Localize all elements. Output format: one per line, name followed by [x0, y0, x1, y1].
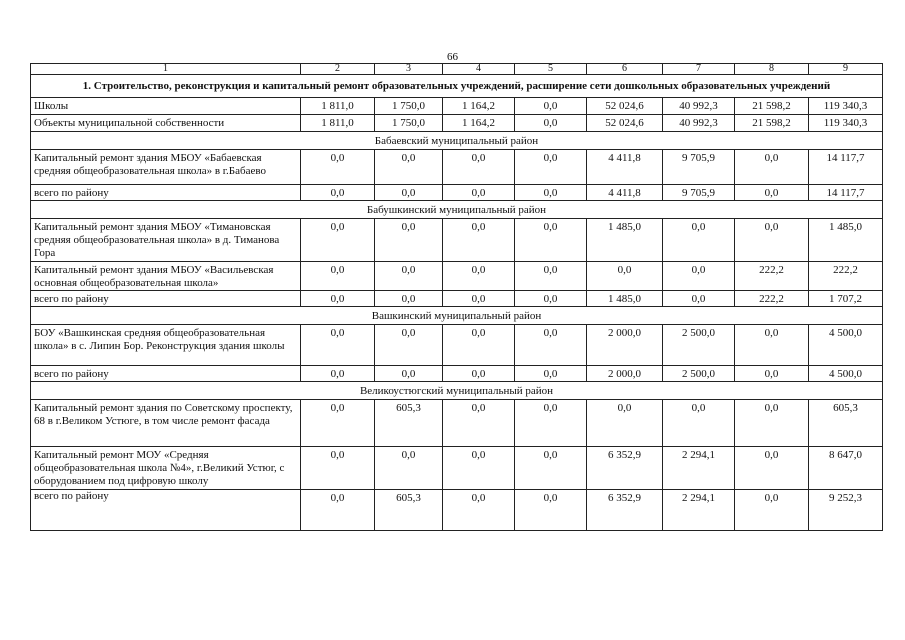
value-cell: 0,0 [301, 262, 375, 291]
value-cell: 1 811,0 [301, 98, 375, 115]
row-name-cell: Школы [31, 98, 301, 115]
value-cell: 0,0 [443, 325, 515, 366]
value-cell: 222,2 [735, 291, 809, 307]
table-row [31, 219, 883, 262]
table-row [31, 400, 883, 447]
column-header: 9 [809, 64, 883, 75]
value-cell: 9 705,9 [663, 150, 735, 185]
value-cell: 1 750,0 [375, 98, 443, 115]
table-row [31, 98, 883, 115]
district-row [31, 201, 883, 219]
value-cell: 9 705,9 [663, 185, 735, 201]
column-header: 2 [301, 64, 375, 75]
value-cell: 0,0 [443, 366, 515, 382]
value-cell: 0,0 [587, 400, 663, 447]
value-cell: 0,0 [443, 447, 515, 490]
district-title: Бабаевский муниципальный район [31, 132, 883, 150]
value-cell: 0,0 [375, 291, 443, 307]
value-cell: 0,0 [735, 447, 809, 490]
value-cell: 1 485,0 [587, 219, 663, 262]
value-cell: 0,0 [301, 219, 375, 262]
value-cell: 0,0 [515, 366, 587, 382]
value-cell: 0,0 [301, 150, 375, 185]
value-cell: 1 164,2 [443, 98, 515, 115]
value-cell: 0,0 [735, 366, 809, 382]
value-cell: 2 294,1 [663, 447, 735, 490]
value-cell: 222,2 [809, 262, 883, 291]
value-cell: 0,0 [515, 150, 587, 185]
value-cell: 119 340,3 [809, 115, 883, 132]
value-cell: 0,0 [375, 150, 443, 185]
value-cell: 0,0 [375, 447, 443, 490]
column-header: 5 [515, 64, 587, 75]
district-row [31, 132, 883, 150]
value-cell: 52 024,6 [587, 98, 663, 115]
row-name-cell: всего по району [31, 291, 301, 307]
value-cell: 0,0 [587, 262, 663, 291]
table-row [31, 262, 883, 291]
value-cell: 0,0 [301, 366, 375, 382]
column-header: 6 [587, 64, 663, 75]
value-cell: 0,0 [515, 325, 587, 366]
value-cell: 2 000,0 [587, 325, 663, 366]
value-cell: 6 352,9 [587, 490, 663, 531]
value-cell: 1 750,0 [375, 115, 443, 132]
value-cell: 0,0 [375, 219, 443, 262]
district-title: Бабушкинский муниципальный район [31, 201, 883, 219]
row-name-cell: Капитальный ремонт МОУ «Средняя общеобразовательная школа №4», г.Великий Устюг, с оборудованием под цифровую школу [31, 447, 301, 490]
value-cell: 119 340,3 [809, 98, 883, 115]
value-cell: 4 411,8 [587, 185, 663, 201]
value-cell: 4 500,0 [809, 325, 883, 366]
value-cell: 52 024,6 [587, 115, 663, 132]
table-row [31, 185, 883, 201]
column-header: 1 [31, 64, 301, 75]
column-numbers-row [31, 64, 883, 75]
column-header: 8 [735, 64, 809, 75]
value-cell: 40 992,3 [663, 115, 735, 132]
value-cell: 6 352,9 [587, 447, 663, 490]
value-cell: 0,0 [515, 98, 587, 115]
row-name-cell: Капитальный ремонт здания по Советскому проспекту, 68 в г.Великом Устюге, в том числе ремонт фасада [31, 400, 301, 447]
value-cell: 0,0 [443, 291, 515, 307]
value-cell: 605,3 [375, 490, 443, 531]
value-cell: 0,0 [301, 291, 375, 307]
value-cell: 0,0 [443, 219, 515, 262]
value-cell: 0,0 [515, 490, 587, 531]
row-name-cell: всего по району [31, 185, 301, 201]
district-title: Великоустюгский муниципальный район [31, 382, 883, 400]
value-cell: 0,0 [375, 185, 443, 201]
value-cell: 9 252,3 [809, 490, 883, 531]
row-name-cell: Объекты муниципальной собственности [31, 115, 301, 132]
table-row [31, 490, 883, 531]
value-cell: 0,0 [443, 262, 515, 291]
value-cell: 0,0 [735, 400, 809, 447]
value-cell: 14 117,7 [809, 185, 883, 201]
value-cell: 0,0 [515, 447, 587, 490]
column-header: 4 [443, 64, 515, 75]
row-name-cell: всего по району [31, 366, 301, 382]
value-cell: 0,0 [375, 366, 443, 382]
value-cell: 605,3 [809, 400, 883, 447]
value-cell: 0,0 [301, 325, 375, 366]
row-name-cell: всего по району [31, 490, 301, 531]
value-cell: 2 500,0 [663, 325, 735, 366]
value-cell: 4 411,8 [587, 150, 663, 185]
value-cell: 0,0 [735, 219, 809, 262]
column-header: 3 [375, 64, 443, 75]
value-cell: 1 707,2 [809, 291, 883, 307]
value-cell: 0,0 [375, 325, 443, 366]
table-row [31, 115, 883, 132]
section-title: 1. Строительство, реконструкция и капитальный ремонт образовательных учреждений, расширение сети дошкольных образовательных учреждений [31, 75, 883, 98]
table-row [31, 325, 883, 366]
value-cell: 1 811,0 [301, 115, 375, 132]
value-cell: 40 992,3 [663, 98, 735, 115]
value-cell: 1 164,2 [443, 115, 515, 132]
value-cell: 0,0 [735, 490, 809, 531]
table-row [31, 447, 883, 490]
value-cell: 0,0 [515, 291, 587, 307]
row-name-cell: Капитальный ремонт здания МБОУ «Васильевская основная общеобразовательная школа» [31, 262, 301, 291]
value-cell: 4 500,0 [809, 366, 883, 382]
value-cell: 0,0 [735, 150, 809, 185]
value-cell: 0,0 [663, 291, 735, 307]
value-cell: 0,0 [443, 185, 515, 201]
value-cell: 0,0 [735, 325, 809, 366]
value-cell: 0,0 [301, 185, 375, 201]
value-cell: 0,0 [301, 400, 375, 447]
row-name-cell: Капитальный ремонт здания МБОУ «Бабаевская средняя общеобразовательная школа» в г.Бабаево [31, 150, 301, 185]
value-cell: 605,3 [375, 400, 443, 447]
value-cell: 1 485,0 [809, 219, 883, 262]
value-cell: 2 500,0 [663, 366, 735, 382]
value-cell: 222,2 [735, 262, 809, 291]
page-number: 66 [447, 51, 458, 63]
budget-table [30, 63, 883, 531]
value-cell: 14 117,7 [809, 150, 883, 185]
value-cell: 0,0 [663, 219, 735, 262]
value-cell: 2 000,0 [587, 366, 663, 382]
value-cell: 1 485,0 [587, 291, 663, 307]
table-row [31, 366, 883, 382]
column-header: 7 [663, 64, 735, 75]
value-cell: 0,0 [515, 262, 587, 291]
value-cell: 0,0 [443, 150, 515, 185]
value-cell: 0,0 [515, 219, 587, 262]
table-row [31, 150, 883, 185]
value-cell: 0,0 [443, 490, 515, 531]
value-cell: 0,0 [301, 447, 375, 490]
value-cell: 0,0 [375, 262, 443, 291]
value-cell: 0,0 [515, 115, 587, 132]
row-name-cell: Капитальный ремонт здания МБОУ «Тимановская средняя общеобразовательная школа» в д. Тиманова Гора [31, 219, 301, 262]
value-cell: 8 647,0 [809, 447, 883, 490]
value-cell: 2 294,1 [663, 490, 735, 531]
value-cell: 0,0 [663, 400, 735, 447]
value-cell: 0,0 [663, 262, 735, 291]
value-cell: 0,0 [515, 185, 587, 201]
section-title-row [31, 75, 883, 98]
value-cell: 0,0 [735, 185, 809, 201]
district-row [31, 307, 883, 325]
district-title: Вашкинский муниципальный район [31, 307, 883, 325]
district-row [31, 382, 883, 400]
value-cell: 21 598,2 [735, 98, 809, 115]
value-cell: 21 598,2 [735, 115, 809, 132]
value-cell: 0,0 [301, 490, 375, 531]
row-name-cell: БОУ «Вашкинская средняя общеобразовательная школа» в с. Липин Бор. Реконструкция здания школы [31, 325, 301, 366]
value-cell: 0,0 [443, 400, 515, 447]
table-row [31, 291, 883, 307]
value-cell: 0,0 [515, 400, 587, 447]
